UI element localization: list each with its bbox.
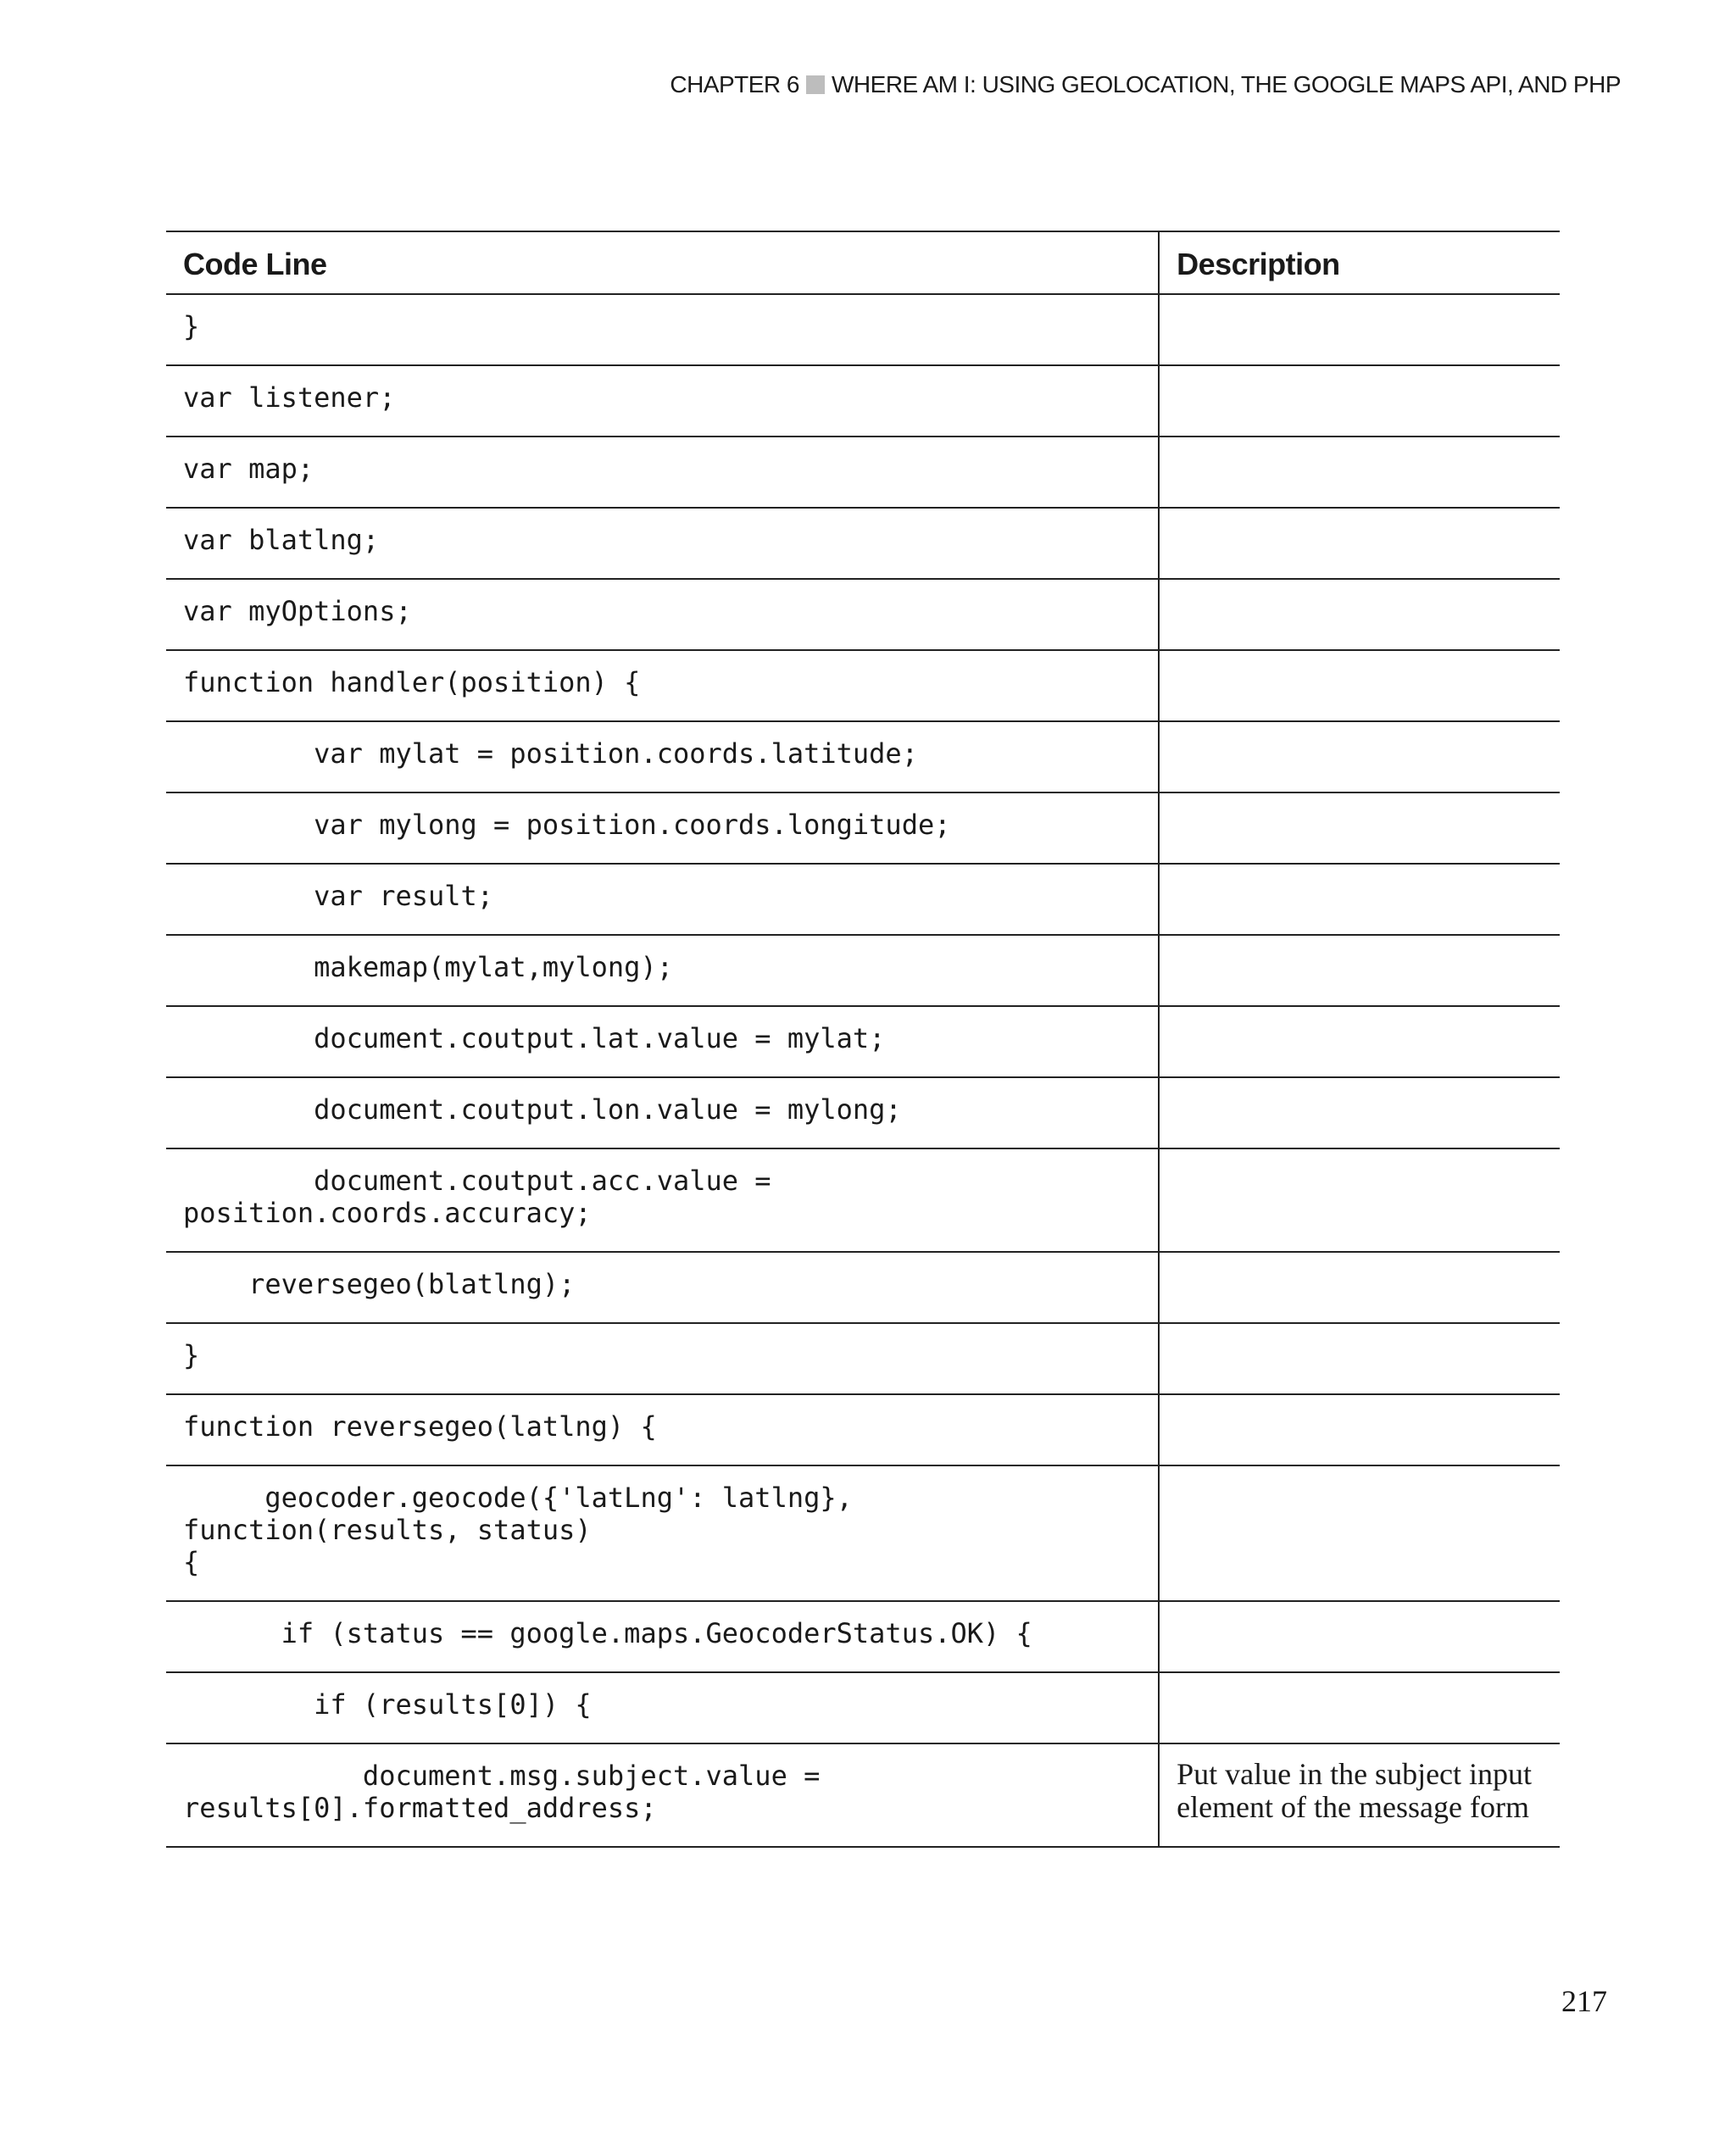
description-cell — [1159, 579, 1560, 650]
description-cell — [1159, 1252, 1560, 1323]
description-cell — [1159, 1465, 1560, 1601]
code-line-cell: document.coutput.lon.value = mylong; — [166, 1077, 1159, 1148]
description-cell — [1159, 508, 1560, 579]
code-line-cell: function handler(position) { — [166, 650, 1159, 721]
code-description-table — [166, 231, 1560, 1848]
code-line-cell: } — [166, 1323, 1159, 1394]
chapter-label: CHAPTER 6 — [670, 71, 799, 97]
table-row — [166, 365, 1560, 437]
code-line-cell: var result; — [166, 864, 1159, 935]
table-row — [166, 1601, 1560, 1672]
code-line-cell: document.msg.subject.value = results[0].formatted_address; — [166, 1743, 1159, 1847]
table-row — [166, 650, 1560, 721]
table-row — [166, 1672, 1560, 1743]
description-cell — [1159, 1601, 1560, 1672]
chapter-title: WHERE AM I: USING GEOLOCATION, THE GOOGLE MAPS API, AND PHP — [832, 71, 1621, 97]
description-cell — [1159, 365, 1560, 437]
separator-square-icon — [806, 75, 825, 94]
description-cell — [1159, 1323, 1560, 1394]
page-number: 217 — [1561, 1984, 1607, 2018]
column-header-description: Description — [1159, 231, 1560, 294]
code-line-cell: document.coutput.acc.value = position.coords.accuracy; — [166, 1148, 1159, 1252]
table-row — [166, 508, 1560, 579]
table-row — [166, 1252, 1560, 1323]
table-row — [166, 1394, 1560, 1465]
table-row — [166, 437, 1560, 508]
description-cell: Put value in the subject input element of the message form — [1159, 1743, 1560, 1847]
table-row — [166, 1006, 1560, 1077]
table-body — [166, 294, 1560, 1847]
description-cell — [1159, 650, 1560, 721]
table-row — [166, 1465, 1560, 1601]
table-row — [166, 1743, 1560, 1847]
code-line-cell: geocoder.geocode({'latLng': latlng}, function(results, status) { — [166, 1465, 1159, 1601]
description-cell — [1159, 1394, 1560, 1465]
table-row — [166, 579, 1560, 650]
table-row — [166, 1323, 1560, 1394]
code-line-cell: var mylong = position.coords.longitude; — [166, 792, 1159, 864]
description-cell — [1159, 1006, 1560, 1077]
running-head — [670, 71, 1621, 98]
table-row — [166, 294, 1560, 365]
code-line-cell: var myOptions; — [166, 579, 1159, 650]
description-cell — [1159, 1672, 1560, 1743]
description-cell — [1159, 437, 1560, 508]
code-line-cell: var mylat = position.coords.latitude; — [166, 721, 1159, 792]
description-cell — [1159, 935, 1560, 1006]
table-row — [166, 792, 1560, 864]
code-line-cell: document.coutput.lat.value = mylat; — [166, 1006, 1159, 1077]
table-row — [166, 935, 1560, 1006]
code-line-cell: var map; — [166, 437, 1159, 508]
description-cell — [1159, 792, 1560, 864]
code-line-cell: makemap(mylat,mylong); — [166, 935, 1159, 1006]
table-row — [166, 864, 1560, 935]
code-line-cell: } — [166, 294, 1159, 365]
description-cell — [1159, 294, 1560, 365]
code-line-cell: var blatlng; — [166, 508, 1159, 579]
table-header-row — [166, 231, 1560, 294]
description-cell — [1159, 1148, 1560, 1252]
table-row — [166, 1148, 1560, 1252]
code-line-cell: var listener; — [166, 365, 1159, 437]
description-cell — [1159, 864, 1560, 935]
column-header-code-line: Code Line — [166, 231, 1159, 294]
code-line-cell: reversegeo(blatlng); — [166, 1252, 1159, 1323]
code-line-cell: if (status == google.maps.GeocoderStatus.OK) { — [166, 1601, 1159, 1672]
code-line-cell: function reversegeo(latlng) { — [166, 1394, 1159, 1465]
description-cell — [1159, 1077, 1560, 1148]
table-row — [166, 1077, 1560, 1148]
table-row — [166, 721, 1560, 792]
code-line-cell: if (results[0]) { — [166, 1672, 1159, 1743]
description-cell — [1159, 721, 1560, 792]
